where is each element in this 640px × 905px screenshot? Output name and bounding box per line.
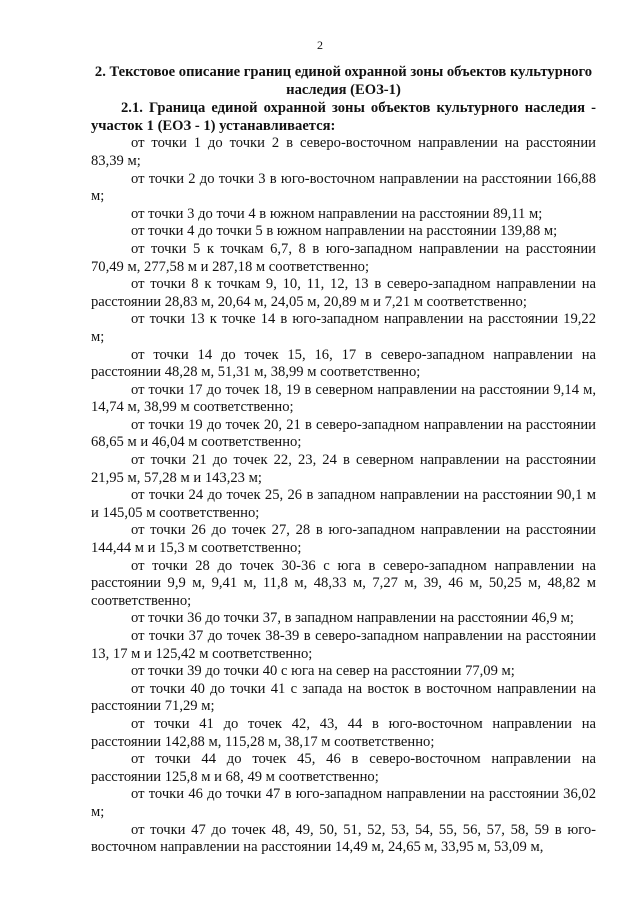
page-number: 2 (317, 38, 323, 52)
boundary-segment-paragraph: от точки 24 до точек 25, 26 в западном направлении на расстоянии 90,1 м и 145,05 м соответственно; (91, 487, 596, 521)
boundary-description-list (91, 135, 596, 856)
boundary-segment-paragraph: от точки 41 до точек 42, 43, 44 в юго-восточном направлении на расстоянии 142,88 м, 115,28 м, 38,17 м соответственно; (91, 715, 596, 750)
boundary-segment-paragraph: от точки 21 до точек 22, 23, 24 в северном направлении на расстоянии 21,95 м, 57,28 м и 143,23 м; (91, 452, 596, 486)
boundary-segment-paragraph: от точки 44 до точек 45, 46 в северо-восточном направлении на расстоянии 125,8 м и 68, 49 м соответственно; (91, 751, 596, 785)
boundary-segment-paragraph: от точки 13 к точке 14 в юго-западном направлении на расстоянии 19,22 м; (91, 311, 596, 345)
boundary-segment-paragraph: от точки 17 до точек 18, 19 в северном направлении на расстоянии 9,14 м, 14,74 м, 38,99 м соответственно; (91, 381, 596, 416)
subsection-title: 2.1. Граница единой охранной зоны объектов культурного наследия - участок 1 (ЕОЗ - 1) устанавливается: (91, 100, 596, 134)
boundary-segment-paragraph: от точки 4 до точки 5 в южном направлении на расстоянии 139,88 м; (131, 223, 558, 240)
section-title: 2. Текстовое описание границ единой охранной зоны объектов культурного наследия (ЕОЗ-1) (94, 64, 593, 98)
document-body (91, 64, 596, 857)
boundary-segment-paragraph: от точки 40 до точки 41 с запада на восток в восточном направлении на расстоянии 71,29 м; (91, 680, 596, 715)
boundary-segment-paragraph: от точки 8 к точкам 9, 10, 11, 12, 13 в северо-западном направлении на расстоянии 28,83 м, 20,64 м, 24,05 м, 20,89 м и 7,21 м соответственно; (91, 276, 596, 310)
boundary-segment-paragraph: от точки 19 до точек 20, 21 в северо-западном направлении на расстоянии 68,65 м и 46,04 м соответственно; (91, 416, 596, 451)
boundary-segment-paragraph: от точки 26 до точек 27, 28 в юго-западном направлении на расстоянии 144,44 м и 15,3 м соответственно; (91, 522, 596, 557)
boundary-segment-paragraph: от точки 28 до точек 30-36 с юга в северо-западном направлении на расстоянии 9,9 м, 9,41 м, 11,8 м, 48,33 м, 7,27 м, 39, 46 м, 50,25 м, 48,82 м соответственно; (91, 557, 596, 609)
boundary-segment-paragraph: от точки 2 до точки 3 в юго-восточном направлении на расстоянии 166,88 м; (91, 170, 596, 205)
boundary-segment-paragraph: от точки 36 до точки 37, в западном направлении на расстоянии 46,9 м; (131, 610, 574, 627)
boundary-segment-paragraph: от точки 39 до точки 40 с юга на север на расстоянии 77,09 м; (131, 663, 515, 680)
boundary-segment-paragraph: от точки 1 до точки 2 в северо-восточном направлении на расстоянии 83,39 м; (91, 135, 596, 169)
boundary-segment-paragraph: от точки 46 до точки 47 в юго-западном направлении на расстоянии 36,02 м; (91, 786, 596, 820)
boundary-segment-paragraph: от точки 37 до точек 38-39 в северо-западном направлении на расстоянии 13, 17 м и 125,42 м соответственно; (91, 628, 596, 662)
boundary-segment-paragraph: от точки 14 до точек 15, 16, 17 в северо-западном направлении на расстоянии 48,28 м, 51,31 м, 38,99 м соответственно; (91, 346, 596, 381)
boundary-segment-paragraph: от точки 47 до точек 48, 49, 50, 51, 52, 53, 54, 55, 56, 57, 58, 59 в юго-восточном направлении на расстоянии 14,49 м, 24,65 м, 33,95 м, 53,09 м, (91, 821, 596, 856)
boundary-segment-paragraph: от точки 5 к точкам 6,7, 8 в юго-западном направлении на расстоянии 70,49 м, 277,58 м и 287,18 м соответственно; (91, 240, 596, 275)
boundary-segment-paragraph: от точки 3 до точи 4 в южном направлении на расстоянии 89,11 м; (131, 205, 543, 222)
